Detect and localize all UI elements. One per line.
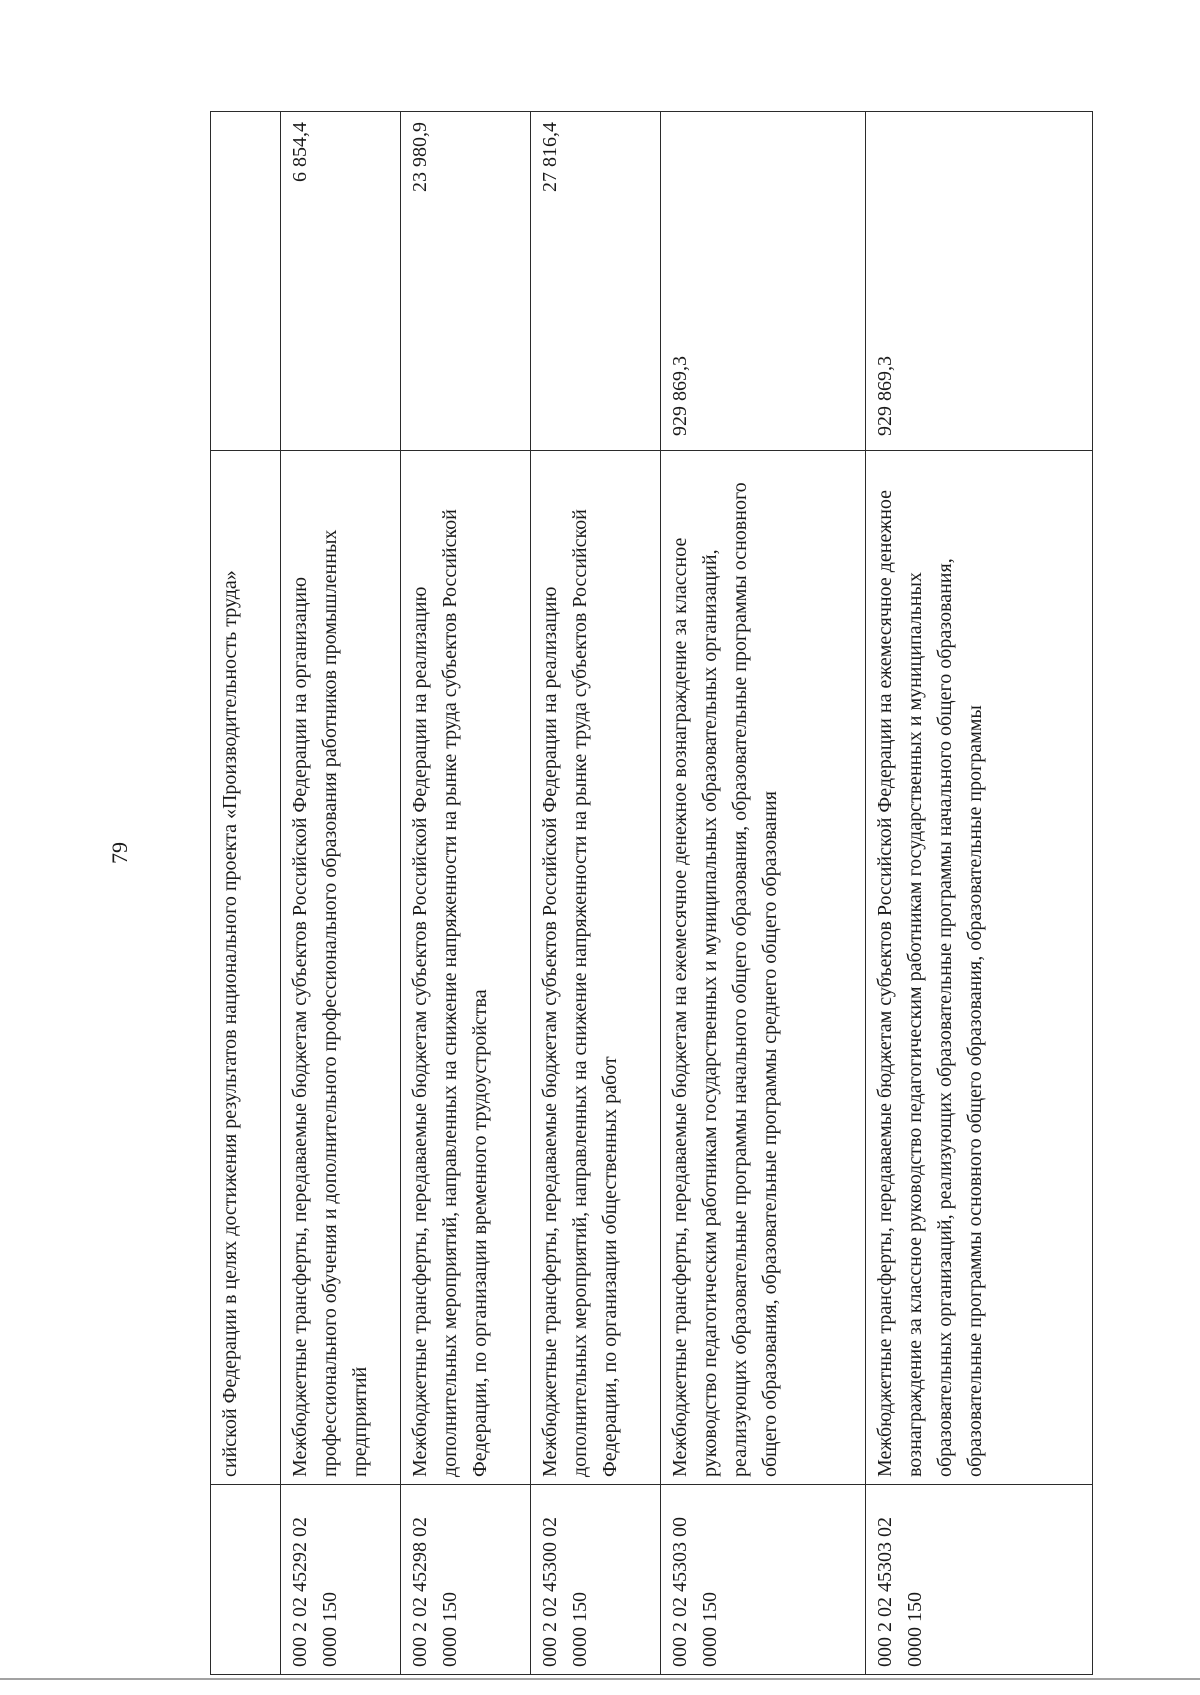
row-amount: 929 869,3: [661, 112, 866, 451]
row-code: 000 2 02 45300 02 0000 150: [531, 1485, 661, 1675]
table-row: [866, 112, 1093, 1675]
table-row: [211, 112, 281, 1675]
table-row: [401, 112, 531, 1675]
table-row: [531, 112, 661, 1675]
row-amount: 6 854,4: [281, 112, 401, 451]
row-amount: 929 869,3: [866, 112, 1093, 451]
row-amount: 23 980,9: [401, 112, 531, 451]
row-name: сийской Федерации в целях достижения результатов национального проекта «Производительность труда»: [211, 451, 281, 1485]
table-row: [281, 112, 401, 1675]
row-name: Межбюджетные трансферты, передаваемые бюджетам субъектов Российской Федерации на реализацию дополнительных мероприятий, направленных на снижение напряженности на рынке труда субъектов Российской Федерации, по организации общественных работ: [531, 451, 661, 1485]
budget-table: [210, 111, 1093, 1675]
table-row: [661, 112, 866, 1675]
row-amount: [211, 112, 281, 451]
row-code: 000 2 02 45303 02 0000 150: [866, 1485, 1093, 1675]
scan-edge-line: [0, 1678, 1200, 1680]
row-code: 000 2 02 45298 02 0000 150: [401, 1485, 531, 1675]
row-name: Межбюджетные трансферты, передаваемые бюджетам субъектов Российской Федерации на организацию профессионального обучения и дополнительного профессионального образования работников промышленных предприятий: [281, 451, 401, 1485]
row-name: Межбюджетные трансферты, передаваемые бюджетам субъектов Российской Федерации на реализацию дополнительных мероприятий, направленных на снижение напряженности на рынке труда субъектов Российской Федерации, по организации временного трудоустройства: [401, 451, 531, 1485]
row-code: 000 2 02 45303 00 0000 150: [661, 1485, 866, 1675]
page-number: 79: [107, 842, 132, 864]
row-name: Межбюджетные трансферты, передаваемые бюджетам на ежемесячное денежное вознаграждение за классное руководство педагогическим работникам государственных и муниципальных образовательных организаций, реализующих образовательные программы начального общего образования, образовательные программы основного общего образования, образовательные программы среднего общего образования: [661, 451, 866, 1485]
row-name: Межбюджетные трансферты, передаваемые бюджетам субъектов Российской Федерации на ежемесячное денежное вознаграждение за классное руководство педагогическим работникам государственных и муниципальных образовательных организаций, реализующих образовательные программы начального общего образования, образовательные программы основного общего образования, образовательные программы: [866, 451, 1093, 1485]
row-code: 000 2 02 45292 02 0000 150: [281, 1485, 401, 1675]
row-amount: 27 816,4: [531, 112, 661, 451]
row-code: [211, 1485, 281, 1675]
rotated-table-wrapper: [210, 112, 1092, 1675]
